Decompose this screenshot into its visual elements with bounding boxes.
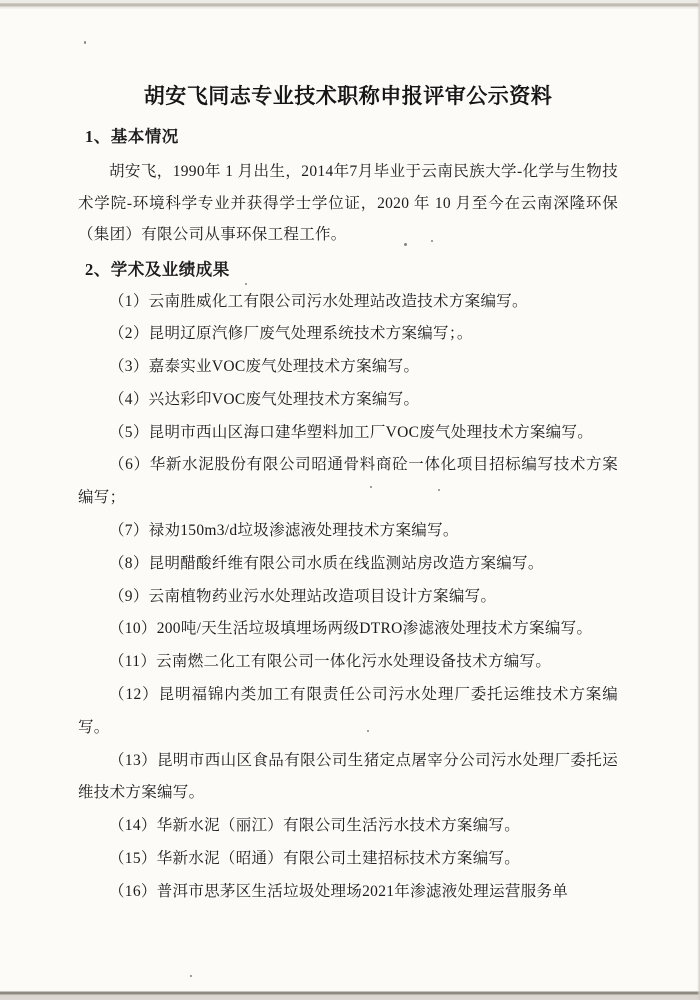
- section-1-heading: 1、基本情况: [85, 127, 179, 146]
- scan-speckle: [438, 489, 440, 491]
- achievement-item-11: （11）云南燃二化工有限公司一体化污水处理设备技术方编写。: [109, 653, 552, 671]
- achievement-item-10: （10）200吨/天生活垃圾填埋场两级DTRO渗滤液处理技术方案编写。: [109, 620, 593, 638]
- basic-info-paragraph: 胡安飞，1990年 1 月出生，2014年7月毕业于云南民族大学-化学与生物技术学院-环境科学专业并获得学士学位证，2020 年 10 月至今在云南深隆环保（集团）有限公司从事环保工程工作。: [78, 163, 618, 243]
- achievement-item-4: （4）兴达彩印VOC废气处理技术方案编写。: [109, 390, 420, 408]
- document-title: 胡安飞同志专业技术职称申报评审公示资料: [143, 84, 553, 108]
- achievement-item-9: （9）云南植物药业污水处理站改造项目设计方案编写。: [109, 587, 497, 605]
- achievement-list: [78, 286, 618, 909]
- scan-speckle: [367, 730, 369, 732]
- achievement-item-3: （3）嘉泰实业VOC废气处理技术方案编写。: [109, 358, 420, 376]
- achievement-item-5: （5）昆明市西山区海口建华塑料加工厂VOC废气处理技术方案编写。: [109, 423, 594, 441]
- scan-speckle: [245, 283, 247, 285]
- section-2-heading: 2、学术及业绩成果: [85, 259, 230, 279]
- achievement-item-7: （7）禄劝150m3/d垃圾渗滤液处理技术方案编写。: [109, 522, 459, 540]
- scan-speckle: [84, 41, 86, 44]
- achievement-item-6: （6）华新水泥股份有限公司昭通骨料商砼一体化项目招标编写技术方案编写；: [78, 456, 618, 507]
- achievement-item-1: （1）云南胜威化工有限公司污水处理站改造技术方案编写。: [109, 292, 528, 310]
- achievement-item-12: （12）昆明福锦内类加工有限责任公司污水处理厂委托运维技术方案编写。: [78, 686, 618, 736]
- scan-speckle: [370, 486, 372, 488]
- achievement-item-16: （16）普洱市思茅区生活垃圾处理场2021年渗滤液处理运营服务单: [109, 882, 569, 900]
- scan-speckle: [431, 240, 433, 242]
- achievement-item-13: （13）昆明市西山区食品有限公司生猪定点屠宰分公司污水处理厂委托运维技术方案编写。: [78, 751, 618, 802]
- achievement-item-14: （14）华新水泥（丽江）有限公司生活污水技术方案编写。: [109, 817, 521, 835]
- achievement-item-2: （2）昆明辽原汽修厂废气处理系统技术方案编写；。: [109, 325, 473, 343]
- scan-speckle: [404, 243, 407, 246]
- scan-speckle: [190, 975, 192, 977]
- achievement-item-8: （8）昆明醋酸纤维有限公司水质在线监测站房改造方案编写。: [109, 554, 544, 572]
- document-content: [78, 82, 618, 909]
- achievement-item-15: （15）华新水泥（昭通）有限公司土建招标技术方案编写。: [109, 850, 521, 868]
- scan-edge-top: [0, 0, 700, 9]
- scan-edge-bottom: [0, 990, 700, 1000]
